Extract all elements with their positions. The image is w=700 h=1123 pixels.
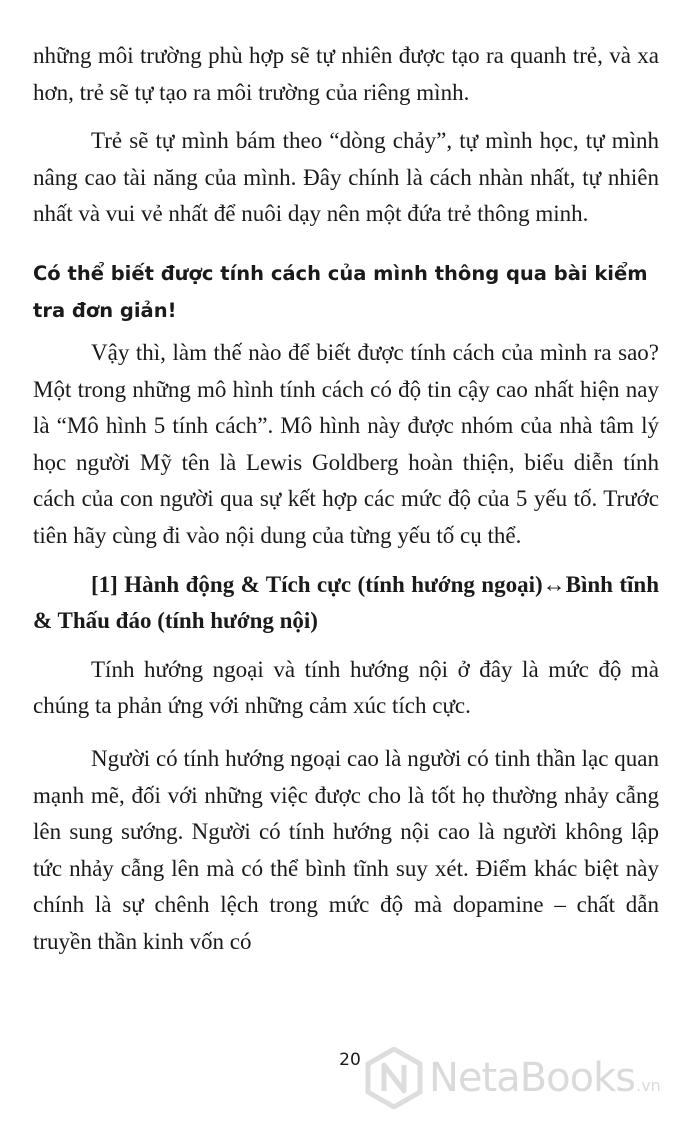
paragraph-2: Trẻ sẽ tự mình bám theo “dòng chảy”, tự mình học, tự mình nâng cao tài năng của mình. Đây chính là cách nhàn nhất, tự nhiên nhất và vui vẻ nhất để nuôi dạy nên một đứa trẻ thông minh. <box>33 128 659 227</box>
watermark-suffix: .vn <box>636 1075 661 1095</box>
watermark <box>365 1045 695 1111</box>
paragraph-1: những môi trường phù hợp sẽ tự nhiên được tạo ra quanh trẻ, và xa hơn, trẻ sẽ tự tạo ra môi trường của riêng mình. <box>33 43 659 105</box>
paragraph-5: Người có tính hướng ngoại cao là người có tinh thần lạc quan mạnh mẽ, đối với những việc được cho là tốt họ thường nhảy cẫng lên sung sướng. Người có tính hướng nội cao là người không lập tức nhảy cẫng lên mà có thể bình tĩnh suy xét. Điểm khác biệt này chính là sự chênh lệch trong mức độ mà dopamine – chất dẫn truyền thần kinh vốn có <box>33 745 659 954</box>
netabooks-logo-icon <box>365 1047 423 1109</box>
page-body <box>33 38 659 960</box>
subsection-heading: [1] Hành động & Tích cực (tính hướng ngoại)↔Bình tĩnh & Thấu đáo (tính hướng nội) <box>33 571 659 634</box>
paragraph-4: Tính hướng ngoại và tính hướng nội ở đây là mức độ mà chúng ta phản ứng với những cảm xúc tích cực. <box>33 656 659 719</box>
section-heading: Có thể biết được tính cách của mình thông qua bài kiểm tra đơn giản! <box>33 261 648 322</box>
page-number: 20 <box>339 1050 361 1070</box>
watermark-brand: NetaBooks <box>429 1055 636 1101</box>
paragraph-3: Vậy thì, làm thế nào để biết được tính cách của mình ra sao? Một trong những mô hình tính cách có độ tin cậy cao nhất hiện nay là “Mô hình 5 tính cách”. Mô hình này được nhóm của nhà tâm lý học người Mỹ tên là Lewis Goldberg hoàn thiện, biểu diễn tính cách của con người qua sự kết hợp các mức độ của 5 yếu tố. Trước tiên hãy cùng đi vào nội dung của từng yếu tố cụ thể. <box>33 339 659 548</box>
